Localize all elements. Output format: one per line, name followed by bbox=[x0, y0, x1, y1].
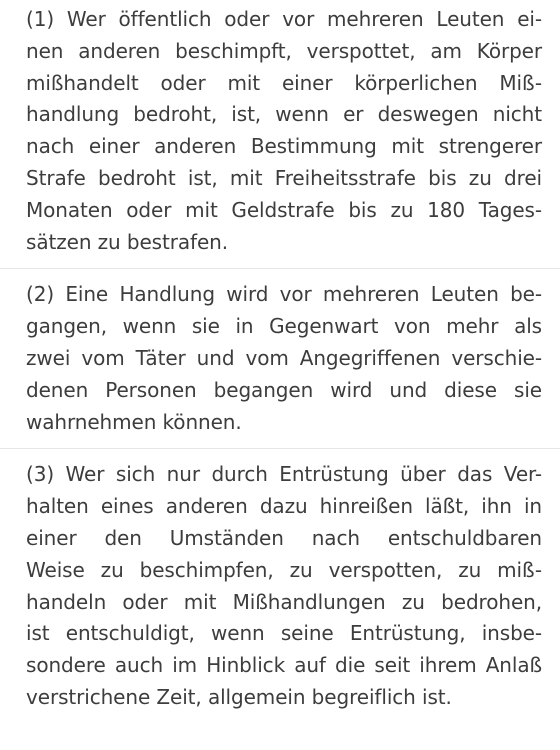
text-line: handlung bedroht, ist, wenn er deswegen nicht bbox=[26, 102, 542, 127]
text-line: nen anderen beschimpft, verspottet, am Körper bbox=[26, 38, 542, 63]
text-line: einer den Umständen nach entschuldbaren bbox=[26, 525, 542, 550]
text-line: denen Personen begangen wird und diese sie bbox=[26, 377, 542, 402]
text-line: mißhandelt oder mit einer körperlichen Miß- bbox=[26, 70, 542, 95]
text-line: Strafe bedroht ist, mit Freiheitsstrafe bis zu drei bbox=[26, 165, 542, 190]
text-line: handeln oder mit Mißhandlungen zu bedrohen, bbox=[26, 589, 542, 614]
text-line: sondere auch im Hinblick auf die seit ihrem Anlaß bbox=[26, 653, 542, 678]
text-line: (1) Wer öffentlich oder vor mehreren Leuten ei- bbox=[26, 7, 542, 31]
paragraph-divider bbox=[0, 268, 560, 269]
text-line: wahrnehmen können. bbox=[26, 409, 242, 434]
text-line: gangen, wenn sie in Gegenwart von mehr als bbox=[26, 314, 542, 339]
paragraph-1 bbox=[26, 4, 542, 258]
text-line: nach einer anderen Bestimmung mit strengerer bbox=[26, 134, 542, 159]
paragraph-2 bbox=[26, 279, 542, 438]
paragraph-divider bbox=[0, 448, 560, 449]
text-line: verstrichene Zeit, allgemein begreiflich ist. bbox=[26, 684, 452, 709]
text-line: zwei vom Täter und vom Angegriffenen verschie- bbox=[26, 345, 542, 370]
text-line: (2) Eine Handlung wird vor mehreren Leuten be- bbox=[26, 282, 542, 307]
text-line: sätzen zu bestrafen. bbox=[26, 229, 229, 254]
text-line: Monaten oder mit Geldstrafe bis zu 180 Tages- bbox=[26, 197, 542, 222]
paragraph-3 bbox=[26, 459, 542, 713]
text-line: halten eines anderen dazu hinreißen läßt, ihn in bbox=[26, 494, 542, 519]
text-line: ist entschuldigt, wenn seine Entrüstung, insbe- bbox=[26, 621, 542, 646]
text-line: (3) Wer sich nur durch Entrüstung über das Ver- bbox=[26, 462, 542, 487]
text-line: Weise zu beschimpfen, zu verspotten, zu miß- bbox=[26, 557, 542, 582]
